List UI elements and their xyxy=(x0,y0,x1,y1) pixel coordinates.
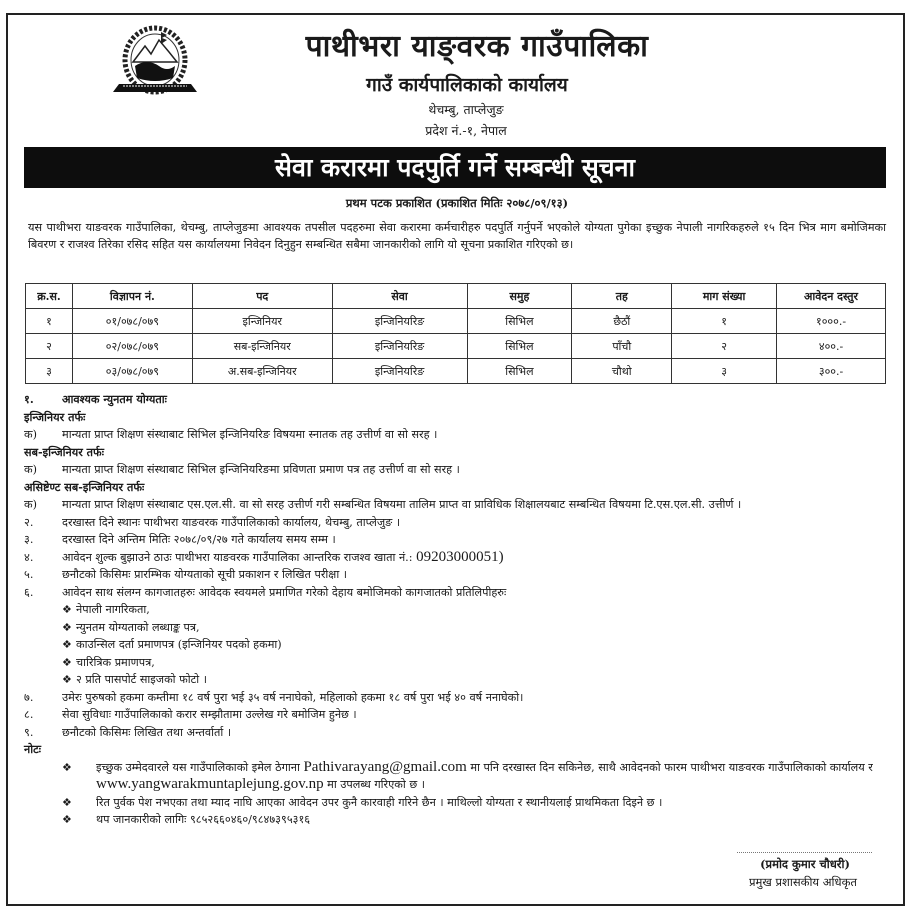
qualification-number: १. xyxy=(24,392,34,406)
signatory-title: प्रमुख प्रशासकीय अधिकृत xyxy=(749,875,857,889)
cell-demand: १ xyxy=(672,309,777,334)
document-text: चारित्रिक प्रमाणपत्र, xyxy=(76,655,155,669)
notes-heading: नोटः xyxy=(24,742,42,756)
list-item xyxy=(24,566,886,584)
list-item xyxy=(24,724,886,742)
cell-ad-number: ०२/०७८/०७९ xyxy=(72,334,192,359)
cell-ad-number: ०१/०७८/०७९ xyxy=(72,309,192,334)
cell-service: इन्जिनियरिङ xyxy=(332,334,467,359)
diamond-bullet-icon: ❖ xyxy=(62,760,73,774)
engineer-marker: क) xyxy=(24,428,37,441)
cell-demand: २ xyxy=(672,334,777,359)
intro-paragraph: यस पाथीभरा याङवरक गाउँपालिका, थेचम्बु, ताप्लेजुङमा आवश्यक तपसील पदहरुमा सेवा करारमा कर्मचारीहरु पदपुर्ति गर्नुपर्ने भएकोले योग्यता पुगेका इच्छुक नेपाली नागरिकहरुले १५ दिन भित्र माग बमोजिमका बिवरण र राजश्व तिरेका रसिद सहित यस कार्यालयमा निवेदन दिनुहुन सम्बन्धित सबैमा जानकारीको लागि यो सूचना प्रकाशित गरिएको छ। xyxy=(28,221,886,251)
cell-level: छैठौं xyxy=(572,309,672,334)
signatory-name: (प्रमोद कुमार चौधरी) xyxy=(760,857,850,871)
document-text: काउन्सिल दर्ता प्रमाणपत्र (इन्जिनियर पदको हकमा) xyxy=(76,638,282,651)
note-item xyxy=(24,794,886,812)
list-item xyxy=(24,706,886,724)
website-link[interactable]: www.yangwarakmuntaplejung.gov.np xyxy=(96,776,324,792)
cell-fee: ४००.- xyxy=(777,334,886,359)
asst-engineer-qualification: मान्यता प्राप्त शिक्षण संस्थाबाट एस.एल.सी. वा सो सरह उत्तीर्ण गरी सम्बन्धित विषयमा तालिम प्राप्त वा प्राविधिक शिक्षालयबाट सम्बन्धित विषयमा टि.एस.एल.सी. उत्तीर्ण । xyxy=(62,498,742,511)
cell-fee: ३००.- xyxy=(777,359,886,384)
col-header-serial: क्र.स. xyxy=(26,284,73,309)
document-item xyxy=(24,654,886,672)
col-header-ad-number: विज्ञापन नं. xyxy=(72,284,192,309)
signature-line xyxy=(737,852,872,853)
address-line-1: थेचम्बु, ताप्लेजुङ xyxy=(428,102,504,117)
cell-service: इन्जिनियरिङ xyxy=(332,359,467,384)
col-header-post: पद xyxy=(192,284,332,309)
cell-ad-number: ०३/०७८/०७९ xyxy=(72,359,192,384)
diamond-bullet-icon: ❖ xyxy=(62,795,73,809)
note-text: रित पुर्वक पेश नभएका तथा म्याद नाघि आएका आवेदन उपर कुनै कारवाही गरिने छैन । माथिल्लो योग्यता र स्थानीयलाई प्राथमिकता दिइने छ । xyxy=(96,795,663,809)
note-item xyxy=(24,759,886,794)
attached-documents: आवेदन साथ संलग्न कागजातहरुः आवेदक स्वयमले प्रमाणित गरेको देहाय बमोजिमको कागजातको प्रतिलिपीहरुः xyxy=(62,585,507,599)
application-place: दरखास्त दिने स्थानः पाथीभरा याङवरक गाउँपालिकाको कार्यालय, थेचम्बु, ताप्लेजुङ । xyxy=(62,515,401,529)
col-header-demand: माग संख्या xyxy=(672,284,777,309)
asst-engineer-marker: क) xyxy=(24,498,37,511)
document-item xyxy=(24,636,886,654)
diamond-bullet-icon: ❖ xyxy=(62,620,73,634)
qualifications-section xyxy=(24,391,886,829)
document-item xyxy=(24,601,886,619)
note-item xyxy=(24,811,886,829)
table-row xyxy=(26,359,886,384)
list-item xyxy=(24,514,886,532)
diamond-bullet-icon: ❖ xyxy=(62,603,73,616)
address-line-2: प्रदेश नं.-१, नेपाल xyxy=(425,123,507,138)
engineer-qualification: मान्यता प्राप्त शिक्षण संस्थाबाट सिभिल इन्जिनियरिङ विषयमा स्नातक तह उत्तीर्ण वा सो सरह । xyxy=(62,428,438,441)
item-number: ९. xyxy=(24,725,34,739)
document-item xyxy=(24,619,886,637)
item-number: ८. xyxy=(24,708,34,721)
cell-serial: २ xyxy=(26,334,73,359)
note-text: मा पनि दरखास्त दिन सकिनेछ, साथै आवेदनको फारम पाथीभरा याङवरक गाउँपालिकाको कार्यालय र xyxy=(470,760,873,774)
document-text: नेपाली नागरिकता, xyxy=(76,603,150,616)
table-row xyxy=(26,334,886,359)
age-requirement: उमेरः पुरुषको हकमा कम्तीमा १८ वर्ष पुरा भई ३५ वर्ष ननाघेको, महिलाको हकमा १८ वर्ष पुरा भई ४० वर्ष ननाघेको। xyxy=(62,690,524,704)
list-item xyxy=(24,549,886,567)
selection-type: छनौटको किसिमः प्रारम्भिक योग्यताको सूची प्रकाशन र लिखित परीक्षा । xyxy=(62,568,348,581)
item-number: ३. xyxy=(24,533,34,546)
selection-method: छनौटको किसिमः लिखित तथा अन्तर्वार्ता । xyxy=(62,725,232,739)
note-text: मा उपलब्ध गरिएको छ । xyxy=(327,778,425,791)
item-number: ६. xyxy=(24,585,34,599)
fee-payment-place: आवेदन शुल्क बुझाउने ठाउः पाथीभरा याङवरक गाउँपालिका आन्तरिक राजश्व खाता नं.: xyxy=(62,550,413,564)
document-item xyxy=(24,671,886,689)
engineer-heading: इन्जिनियर तर्फः xyxy=(24,409,86,424)
service-facility: सेवा सुविधाः गाउँपालिकाको करार सम्झौतामा उल्लेख गरे बमोजिम हुनेछ । xyxy=(62,708,357,721)
col-header-group: समुह xyxy=(467,284,572,309)
cell-service: इन्जिनियरिङ xyxy=(332,309,467,334)
contact-numbers: थप जानकारीको लागिः ९८५२६६०४६०/९८४७३९५३१६ xyxy=(96,813,311,826)
item-number: ७. xyxy=(24,690,34,704)
cell-post: अ.सब-इन्जिनियर xyxy=(192,359,332,384)
table-header-row xyxy=(26,284,886,309)
note-text: इच्छुक उम्मेदवारले यस गाउँपालिकाको इमेल ठेगाना xyxy=(96,760,300,774)
email-link[interactable]: Pathivarayang@gmail.com xyxy=(303,758,467,775)
diamond-bullet-icon: ❖ xyxy=(62,638,73,651)
published-date: प्रथम पटक प्रकाशित (प्रकाशित मितिः २०७८/०९/१३) xyxy=(345,196,569,210)
cell-group: सिभिल xyxy=(467,334,572,359)
sub-engineer-marker: क) xyxy=(24,463,37,476)
document-text: न्युनतम योग्यताको लब्धाङ्क पत्र, xyxy=(76,620,200,634)
diamond-bullet-icon: ❖ xyxy=(62,813,73,826)
account-number: 09203000051) xyxy=(416,548,504,565)
item-number: ४. xyxy=(24,550,34,564)
diamond-bullet-icon: ❖ xyxy=(62,673,73,686)
col-header-level: तह xyxy=(572,284,672,309)
vacancy-table xyxy=(25,283,886,384)
item-number: २. xyxy=(24,515,34,529)
application-deadline: दरखास्त दिने अन्तिम मितिः २०७८/०९/२७ गते कार्यालय समय सम्म । xyxy=(62,533,336,546)
diamond-bullet-icon: ❖ xyxy=(62,655,73,669)
sub-engineer-qualification: मान्यता प्राप्त शिक्षण संस्थाबाट सिभिल इन्जिनियरिङमा प्रविणता प्रमाण पत्र तह उत्तीर्ण वा सो सरह । xyxy=(62,463,460,476)
list-item xyxy=(24,584,886,602)
cell-serial: ३ xyxy=(26,359,73,384)
col-header-service: सेवा xyxy=(332,284,467,309)
list-item xyxy=(24,531,886,549)
table-row xyxy=(26,309,886,334)
office-subtitle: गाउँ कार्यपालिकाको कार्यालय xyxy=(366,74,568,96)
municipality-title: पाथीभरा याङ्वरक गाउँपालिका xyxy=(305,29,649,64)
cell-group: सिभिल xyxy=(467,359,572,384)
asst-engineer-heading: असिष्टेण्ट सब-इन्जिनियर तर्फः xyxy=(24,479,145,494)
cell-post: सब-इन्जिनियर xyxy=(192,334,332,359)
cell-fee: १०००.- xyxy=(777,309,886,334)
notice-banner-title: सेवा करारमा पदपुर्ति गर्ने सम्बन्धी सूचना xyxy=(24,147,886,188)
cell-level: चौथो xyxy=(572,359,672,384)
cell-post: इन्जिनियर xyxy=(192,309,332,334)
cell-serial: १ xyxy=(26,309,73,334)
cell-demand: ३ xyxy=(672,359,777,384)
item-number: ५. xyxy=(24,568,34,581)
sub-engineer-heading: सब-इन्जिनियर तर्फः xyxy=(24,444,104,459)
cell-group: सिभिल xyxy=(467,309,572,334)
document-text: २ प्रति पासपोर्ट साइजको फोटो । xyxy=(76,673,207,686)
qualification-heading: आवश्यक न्युनतम योग्यताः xyxy=(62,392,167,406)
list-item xyxy=(24,689,886,707)
cell-level: पाँचौ xyxy=(572,334,672,359)
col-header-fee: आवेदन दस्तुर xyxy=(777,284,886,309)
